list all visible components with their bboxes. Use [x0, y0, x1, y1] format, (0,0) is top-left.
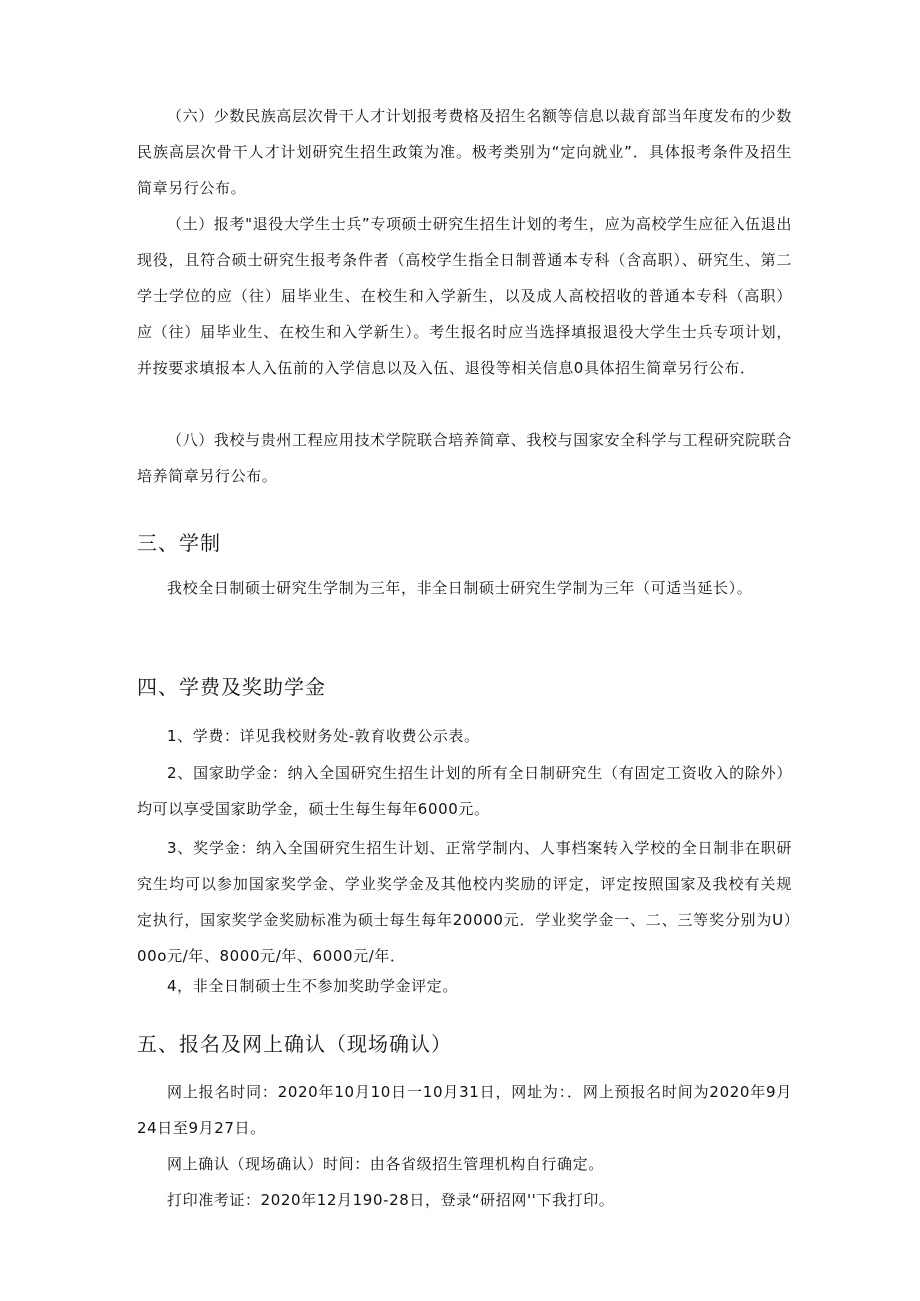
heading-section-4: 四、学费及奖助学金 — [137, 675, 326, 699]
paragraph-national-grant: 2、国家助学金：纳入全国研究生招生计划的所有全日制研究生（有固定工资收入的除外）均可以享受国家助学金，硕士生每生每年6000元。 — [137, 764, 792, 818]
paragraph-scholarship: 3、奖学金：纳入全国研究生招生计划、正常学制内、人事档案转入学校的全日制非在职研究生均可以参加国家奖学金、学业奖学金及其他校内奖励的评定，评定按照国家及我校有关规定执行，国家奖学金奖励标准为硕士每生每年20000元．学业奖学金一、二、三等奖分别为U）00o元/年、8000元/年、6000元/年． — [137, 839, 792, 965]
paragraph-duration: 我校全日制硕士研究生学制为三年，非全日制硕士研究生学制为三年（可适当延长）。 — [167, 579, 753, 597]
paragraph-part-time-note: 4，非全日制硕士生不参加奖助学金评定。 — [167, 977, 458, 995]
paragraph-item-6: （六）少数民族高层次骨干人才计划报考费格及招生名额等信息以裁育部当年度发布的少数民族高层次骨干人才计划研究生招生政策为准。极考类别为“定向就业”．具体报考条件及招生简章另行公布。 — [137, 107, 792, 197]
paragraph-item-8: （八）我校与贵州工程应用技术学院联合培养简章、我校与国家安全科学与工程研究院联合培养简章另行公布。 — [137, 431, 792, 485]
paragraph-tuition: 1、学费：详见我校财务处-敦育收费公示表。 — [167, 727, 480, 745]
heading-section-5: 五、报名及网上确认（现场确认） — [137, 1032, 452, 1056]
heading-section-3: 三、学制 — [137, 531, 221, 555]
paragraph-online-registration: 网上报名时同：2020年10月10日一10月31日，网址为：．网上预报名时间为2020年9月24日至9月27日。 — [137, 1083, 792, 1137]
paragraph-admission-ticket: 打印准考证：2020年12月190-28日，登录“研招网''下我打印。 — [167, 1191, 615, 1209]
paragraph-item-7: （土）报考"退役大学生士兵”专项硕士研究生招生计划的考生，应为高校学生应征入伍退出现役，且符合硕士研究生报考条件者（高校学生指全日制普通本专科（含高职）、研究生、第二学士学位的应（往）届毕业生、在校生和入学新生，以及成人高校招收的普通本专科（高职）应（往）届毕业生、在校生和入学新生）。考生报名时应当选择填报退役大学生士兵专项计划，并按要求填报本人入伍前的入学信息以及入伍、退役等相关信息0具体招生简章另行公布． — [137, 215, 792, 377]
paragraph-online-confirmation: 网上确认（现场确认）时间：由各省级招生管理机构自行确定。 — [167, 1155, 604, 1173]
